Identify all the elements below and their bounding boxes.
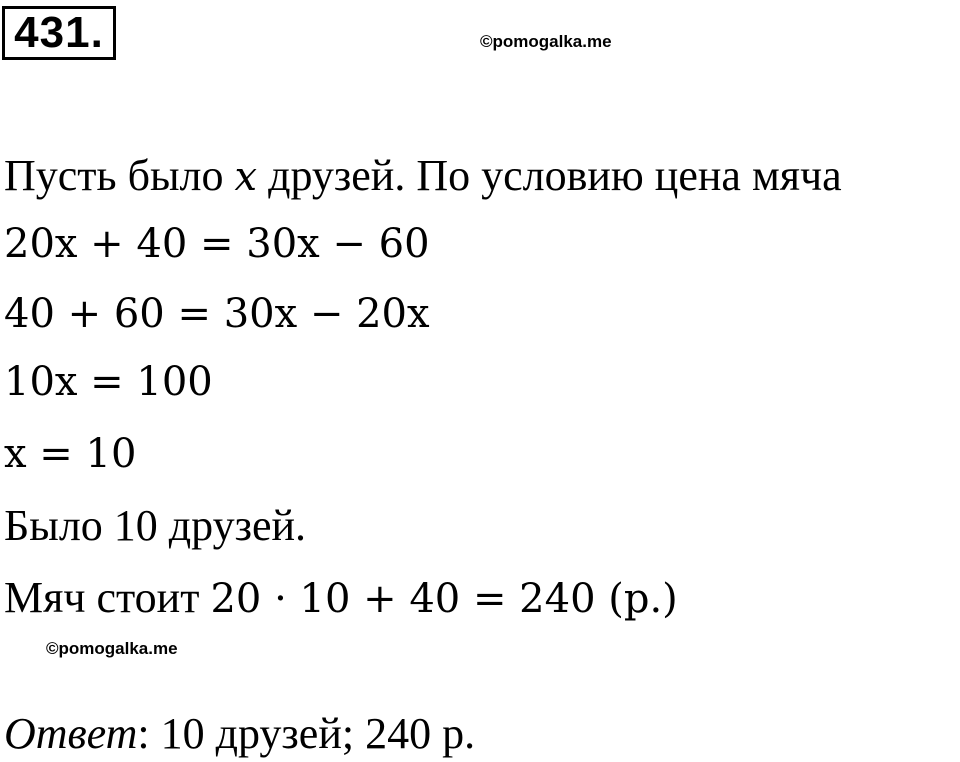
result-friends: Было 10 друзей. <box>4 501 307 550</box>
answer-text: : 10 друзей; 240 р. <box>137 709 476 758</box>
intro-variable: x <box>234 154 258 200</box>
ball-price-math: 20 · 10 + 40 = 240 (р.) <box>210 576 678 622</box>
answer-line <box>4 708 475 760</box>
equation-2: 40 + 60 = 30x − 20x <box>4 291 430 337</box>
answer-label: Ответ <box>4 709 138 758</box>
ball-price-text: Мяч стоит <box>4 573 211 622</box>
intro-line <box>4 150 842 203</box>
intro-text-after: друзей. По условию цена мяча <box>257 151 842 200</box>
problem-number: 431. <box>2 6 116 60</box>
watermark-top: ©pomogalka.me <box>480 32 612 51</box>
equation-1: 20x + 40 = 30x − 60 <box>4 221 430 267</box>
equation-4: x = 10 <box>4 431 137 477</box>
ball-price-line <box>4 572 678 625</box>
watermark-bottom: ©pomogalka.me <box>46 639 178 658</box>
equation-3: 10x = 100 <box>4 359 213 405</box>
intro-text-before: Пусть было <box>4 151 235 200</box>
